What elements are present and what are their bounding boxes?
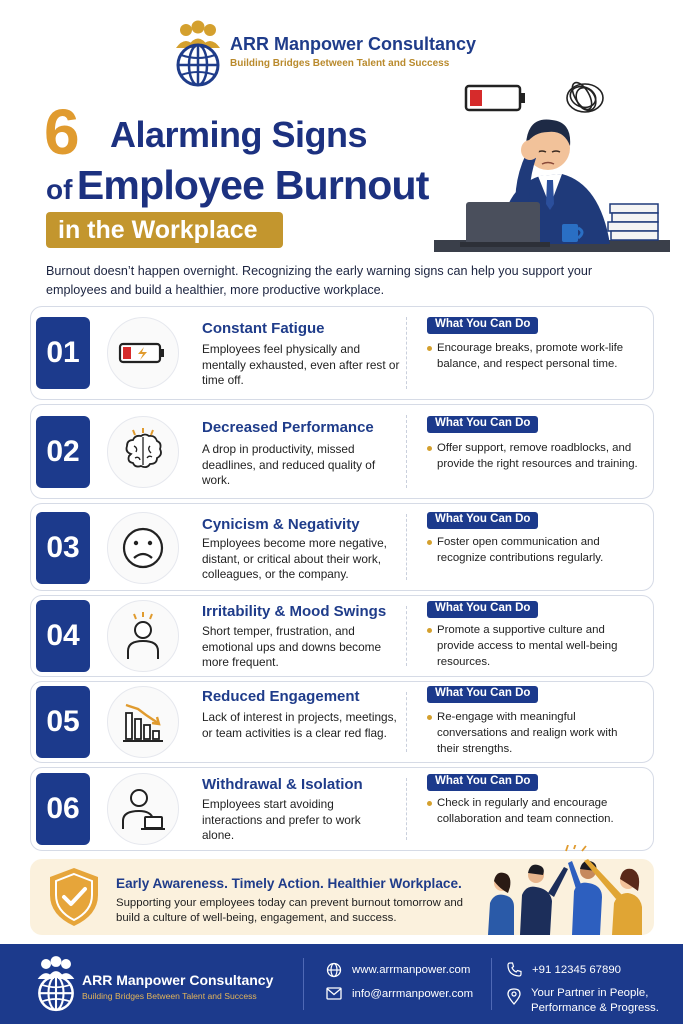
sign-description: Short temper, frustration, and emotional ups and downs become more frequent. xyxy=(202,624,382,669)
what-you-can-do-badge: What You Can Do xyxy=(427,512,538,529)
low-battery-icon xyxy=(118,341,168,365)
scribble-icon xyxy=(567,80,603,114)
sign-title: Constant Fatigue xyxy=(202,320,325,337)
card-divider xyxy=(406,692,407,752)
title-line-2-main: Employee Burnout xyxy=(76,162,429,208)
card-divider xyxy=(406,415,407,488)
action-text: Promote a supportive culture and provide access to mental well-being resources. xyxy=(427,623,632,670)
shield-check-icon xyxy=(46,865,102,929)
action-text: Check in regularly and encourage collaboration and team connection. xyxy=(427,796,632,828)
sign-icon-wrap xyxy=(107,512,179,584)
sign-card-6 xyxy=(30,767,654,851)
company-logo-icon xyxy=(172,18,224,90)
banner-text: Supporting your employees today can prevent burnout tomorrow and build a culture of well-being, engagement, and success. xyxy=(116,897,463,924)
sign-icon-wrap xyxy=(107,416,179,488)
title-line-2 xyxy=(46,162,429,209)
title-line-2-prefix: of xyxy=(46,174,73,205)
footer-slogan-line-2: Performance & Progress. xyxy=(531,1002,659,1014)
sign-icon-wrap xyxy=(107,600,179,672)
sign-icon-wrap xyxy=(107,686,179,758)
irritated-person-icon xyxy=(122,611,164,661)
action-text: Encourage breaks, promote work-life balance, and respect personal time. xyxy=(427,341,647,373)
sign-number: 05 xyxy=(36,686,90,758)
call-to-action-banner xyxy=(30,859,654,935)
what-you-can-do-badge: What You Can Do xyxy=(427,774,538,791)
title-line-1: Alarming Signs xyxy=(110,114,368,155)
website-link[interactable]: www.arrmanpower.com xyxy=(352,964,471,976)
sign-description: A drop in productivity, missed deadlines, and reduced quality of work. xyxy=(202,442,376,487)
sign-card-2 xyxy=(30,404,654,499)
card-divider xyxy=(406,778,407,840)
card-divider xyxy=(406,606,407,666)
footer xyxy=(0,944,683,1024)
banner-heading: Early Awareness. Timely Action. Healthier Workplace. xyxy=(116,876,462,891)
location-pin-icon xyxy=(507,988,521,1005)
card-divider xyxy=(406,317,407,389)
globe-icon xyxy=(326,962,342,978)
footer-brand-tagline: Building Bridges Between Talent and Success xyxy=(82,991,257,1001)
sign-title: Cynicism & Negativity xyxy=(202,516,360,533)
title-number: 6 xyxy=(44,96,80,168)
action-text: Offer support, remove roadblocks, and provide the right resources and training. xyxy=(427,441,647,473)
email-link[interactable]: info@arrmanpower.com xyxy=(352,987,474,1000)
sign-description: Employees become more negative, distant, or critical about their work, colleagues, or the company. xyxy=(202,536,387,581)
sign-number: 06 xyxy=(36,773,90,845)
sign-icon-wrap xyxy=(107,317,179,389)
sign-description: Employees start avoiding interactions and prefer to work alone. xyxy=(202,797,361,842)
sign-number: 02 xyxy=(36,416,90,488)
brand-tagline: Building Bridges Between Talent and Success xyxy=(230,57,450,69)
company-logo-icon xyxy=(34,954,78,1014)
card-divider xyxy=(406,514,407,580)
action-text: Re-engage with meaningful conversations and realign work with their strengths. xyxy=(427,710,637,757)
declining-chart-icon xyxy=(120,699,166,745)
sign-title: Reduced Engagement xyxy=(202,688,360,705)
team-high-five-illustration xyxy=(480,845,650,935)
sign-icon-wrap xyxy=(107,773,179,845)
footer-website[interactable] xyxy=(326,962,470,978)
sign-number: 03 xyxy=(36,512,90,584)
sign-title: Withdrawal & Isolation xyxy=(202,776,363,793)
what-you-can-do-badge: What You Can Do xyxy=(427,317,538,334)
phone-icon xyxy=(507,962,522,977)
sign-card-1 xyxy=(30,306,654,400)
sad-face-icon xyxy=(121,526,165,570)
footer-divider xyxy=(303,958,304,1010)
footer-divider xyxy=(491,958,492,1010)
what-you-can-do-badge: What You Can Do xyxy=(427,416,538,433)
footer-phone[interactable] xyxy=(507,962,621,977)
stressed-brain-icon xyxy=(119,428,167,476)
sign-card-4 xyxy=(30,595,654,677)
sign-description: Employees feel physically and mentally exhausted, even after rest or time off. xyxy=(202,342,400,387)
phone-number[interactable]: +91 12345 67890 xyxy=(532,963,622,976)
title-subtitle: in the Workplace xyxy=(46,212,283,248)
isolated-person-laptop-icon xyxy=(119,785,167,833)
footer-email[interactable] xyxy=(326,987,473,1000)
sign-number: 04 xyxy=(36,600,90,672)
what-you-can-do-badge: What You Can Do xyxy=(427,686,538,703)
footer-slogan-row xyxy=(507,986,659,1016)
intro-text: Burnout doesn’t happen overnight. Recognizing the early warning signs can help you support your employees and build a healthier, more productive workplace. xyxy=(46,264,593,297)
brand-name: ARR Manpower Consultancy xyxy=(230,33,477,54)
sign-card-5 xyxy=(30,681,654,763)
sign-description: Lack of interest in projects, meetings, or team activities is a clear red flag. xyxy=(202,710,397,740)
footer-brand-name: ARR Manpower Consultancy xyxy=(82,972,274,988)
sign-title: Decreased Performance xyxy=(202,419,374,436)
sign-number: 01 xyxy=(36,317,90,389)
mail-icon xyxy=(326,987,342,1000)
stressed-employee-illustration xyxy=(430,76,670,256)
footer-slogan-line-1: Your Partner in People, xyxy=(531,987,649,999)
low-battery-icon xyxy=(466,86,525,110)
action-text: Foster open communication and recognize contributions regularly. xyxy=(427,535,617,567)
what-you-can-do-badge: What You Can Do xyxy=(427,601,538,618)
sign-card-3 xyxy=(30,503,654,591)
sign-title: Irritability & Mood Swings xyxy=(202,603,387,620)
